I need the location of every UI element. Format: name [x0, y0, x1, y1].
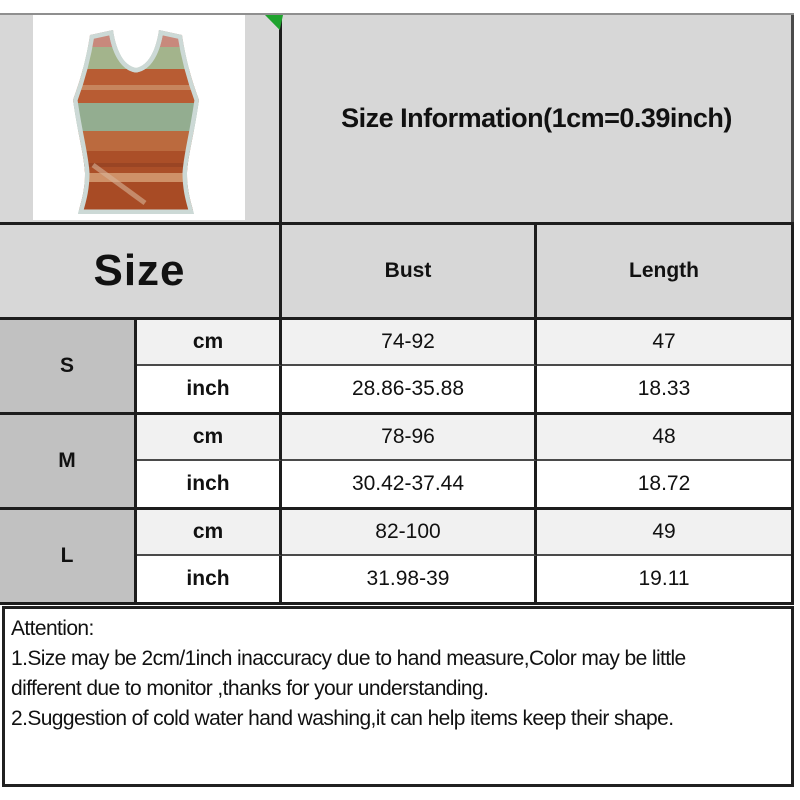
size-label-m: M — [0, 415, 137, 507]
top-section — [0, 15, 794, 222]
tank-top-illustration — [33, 15, 245, 220]
length-value-cm: 48 — [537, 415, 791, 461]
unit-label-inch: inch — [137, 461, 282, 507]
length-value-inch: 18.72 — [537, 461, 791, 507]
column-header-length: Length — [629, 259, 699, 282]
table-row-size-m — [0, 415, 791, 510]
product-image — [33, 15, 245, 220]
attention-note-box — [2, 606, 794, 787]
unit-label-cm: cm — [137, 320, 282, 366]
unit-label-cm: cm — [137, 510, 282, 556]
table-header-row — [0, 222, 794, 320]
length-value-inch: 19.11 — [537, 556, 791, 602]
table-row-size-s — [0, 320, 791, 415]
page-title: Size Information(1cm=0.39inch) — [341, 103, 732, 133]
attention-line-3: 2.Suggestion of cold water hand washing,it can help items keep their shape. — [11, 707, 674, 730]
bust-value-inch: 31.98-39 — [282, 556, 537, 602]
length-value-cm: 47 — [537, 320, 791, 366]
table-row-size-l — [0, 510, 791, 605]
attention-line-1: 1.Size may be 2cm/1inch inaccuracy due to hand measure,Color may be little — [11, 647, 686, 670]
bust-value-inch: 28.86-35.88 — [282, 366, 537, 412]
size-table-body — [0, 320, 794, 605]
bust-value-cm: 74-92 — [282, 320, 537, 366]
bust-value-inch: 30.42-37.44 — [282, 461, 537, 507]
column-header-size: Size — [0, 225, 282, 317]
length-value-cm: 49 — [537, 510, 791, 556]
size-label-s: S — [0, 320, 137, 412]
attention-line-2: different due to monitor ,thanks for your understanding. — [11, 677, 489, 700]
size-information-title — [282, 15, 791, 222]
size-label-l: L — [0, 510, 137, 602]
attention-heading: Attention: — [11, 617, 94, 640]
unit-label-cm: cm — [137, 415, 282, 461]
column-header-bust: Bust — [282, 225, 537, 317]
length-value-inch: 18.33 — [537, 366, 791, 412]
unit-label-inch: inch — [137, 556, 282, 602]
bust-value-cm: 78-96 — [282, 415, 537, 461]
bust-value-cm: 82-100 — [282, 510, 537, 556]
unit-label-inch: inch — [137, 366, 282, 412]
